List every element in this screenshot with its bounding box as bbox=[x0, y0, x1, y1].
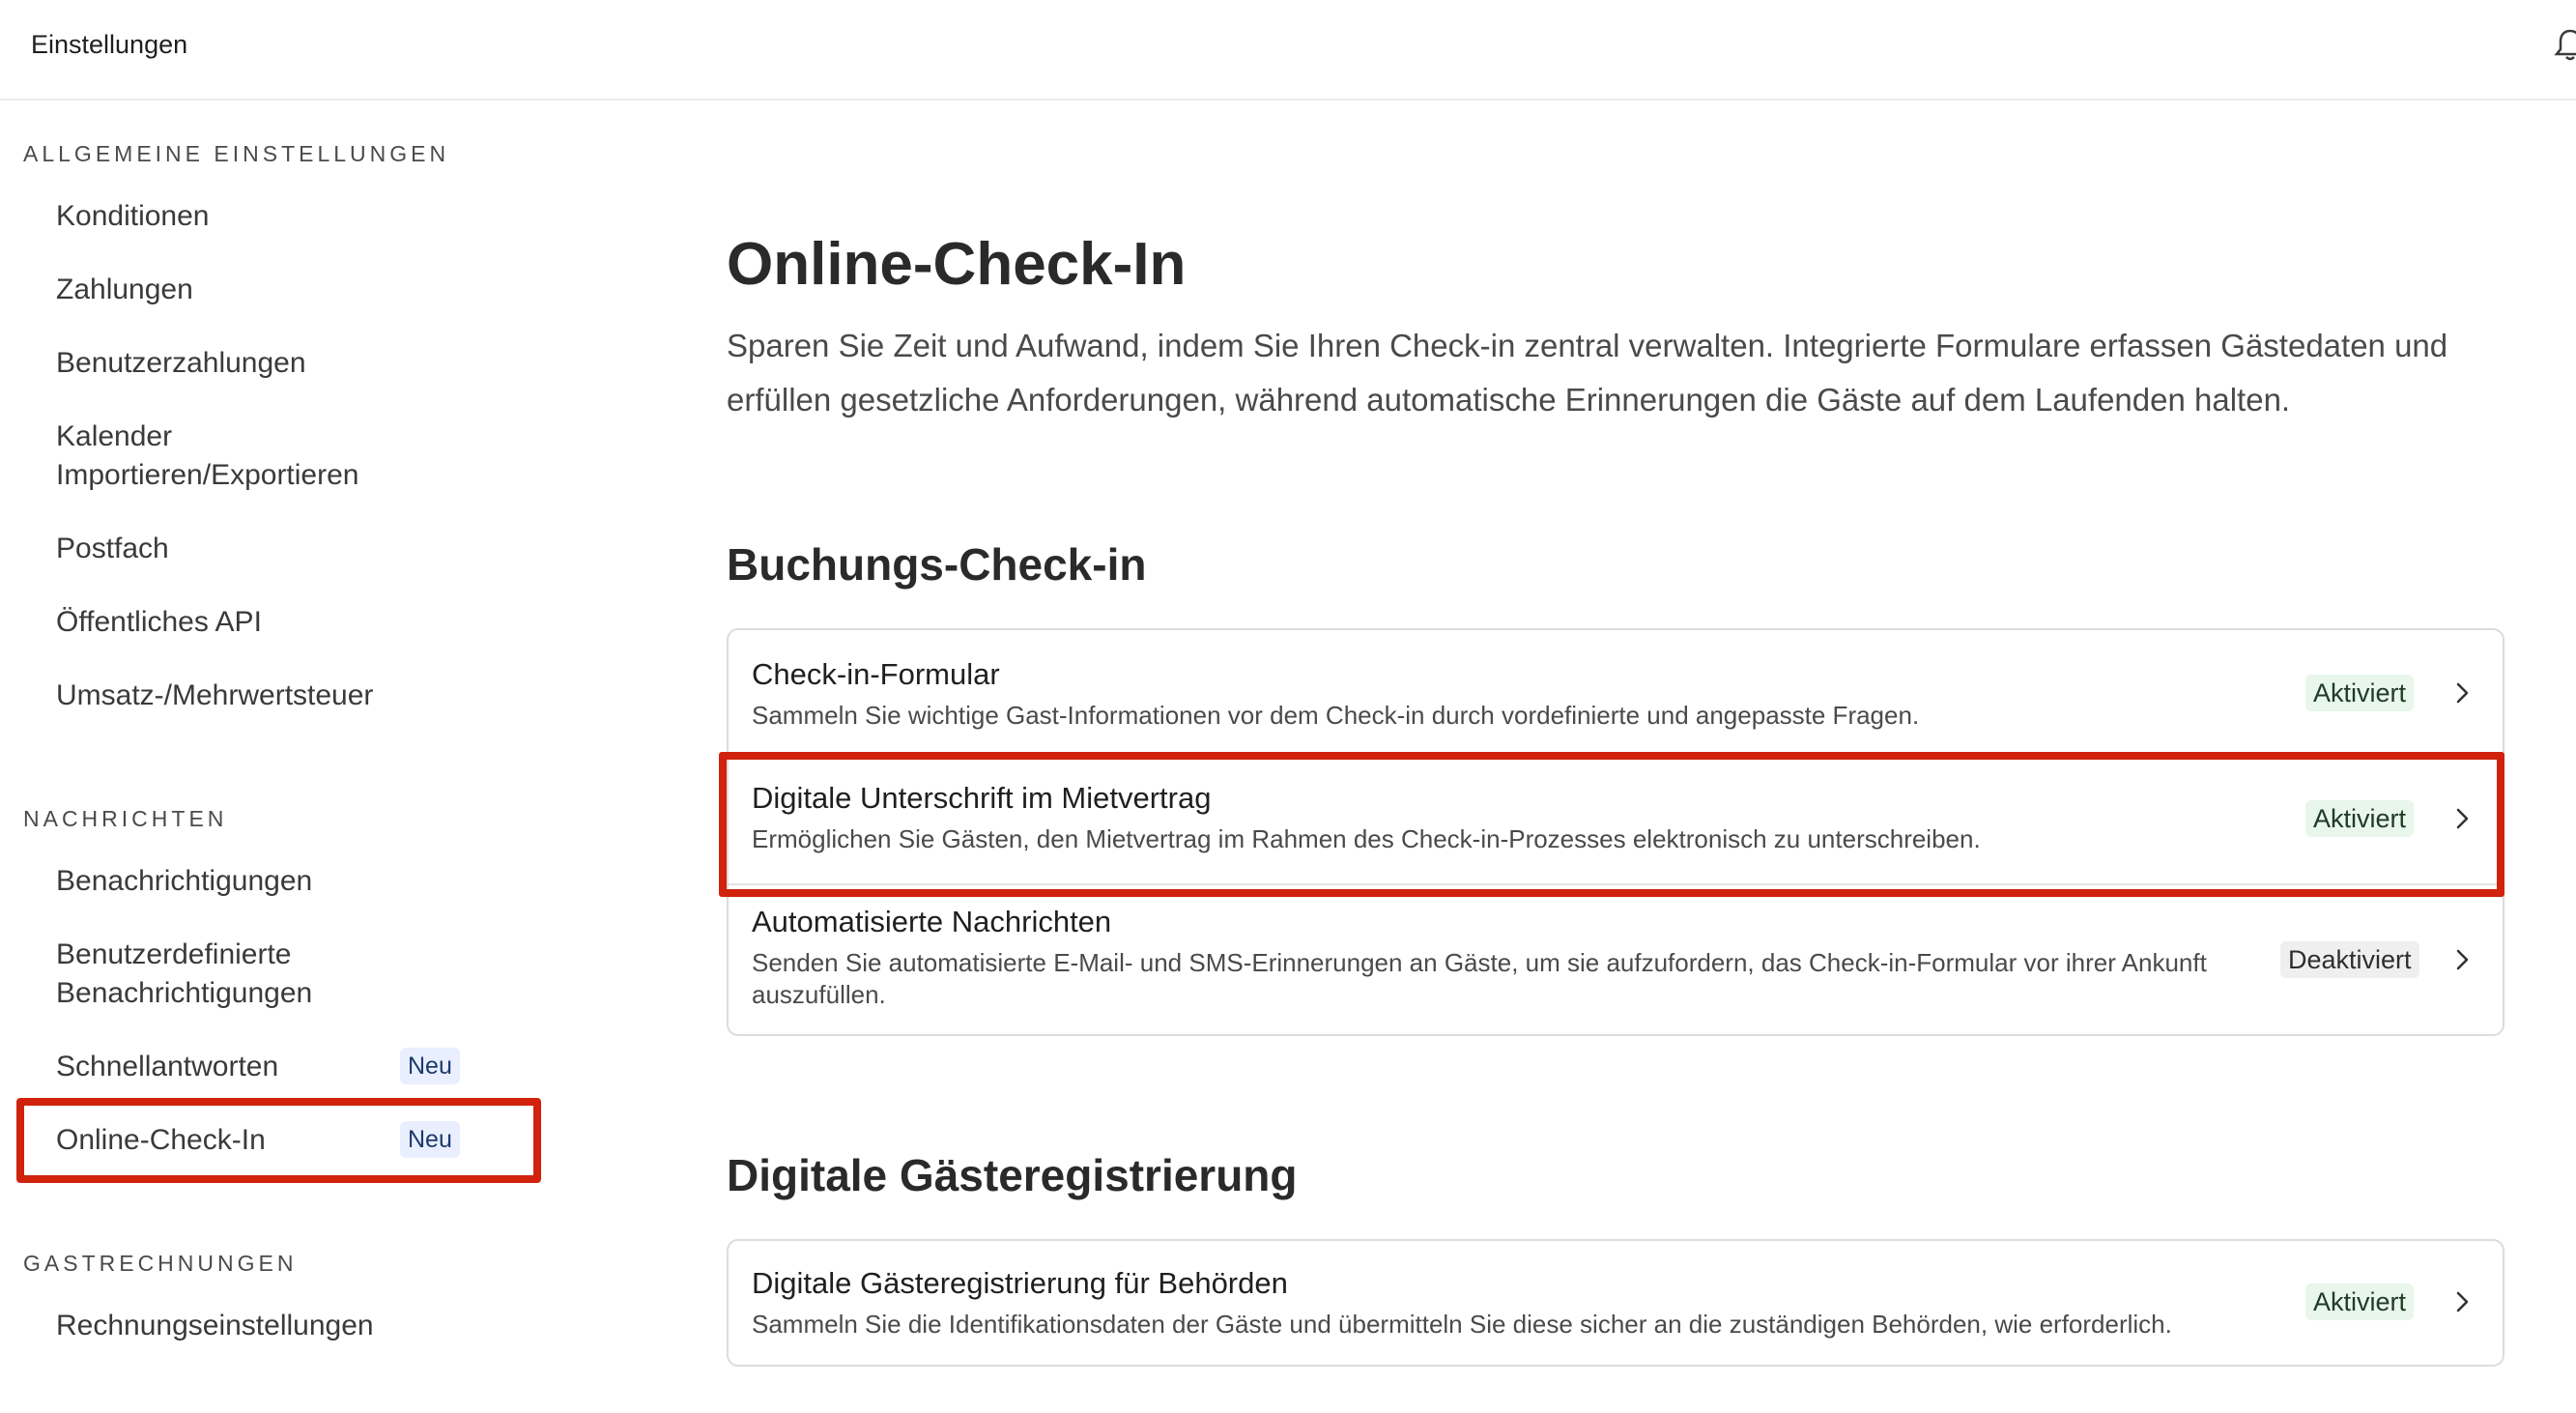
section-title-buchungs-check-in: Buchungs-Check-in bbox=[727, 539, 1147, 590]
top-bar bbox=[0, 0, 2576, 101]
row-description: Sammeln Sie wichtige Gast-Informationen vor dem Check-in durch vordefinierte und angepasste Fragen. bbox=[752, 701, 1920, 730]
new-badge: Neu bbox=[400, 1048, 460, 1084]
sidebar-item-rechnungseinstellungen[interactable] bbox=[56, 1307, 539, 1345]
new-badge: Neu bbox=[400, 1121, 460, 1158]
settings-card-buchungs-check-in bbox=[727, 628, 2504, 1036]
sidebar-heading-gastrechnungen: GASTRECHNUNGEN bbox=[23, 1251, 298, 1276]
sidebar-item-steuer[interactable] bbox=[56, 677, 539, 715]
page-description: Sparen Sie Zeit und Aufwand, indem Sie Ihren Check-in zentral verwalten. Integrierte Formulare erfassen Gästedaten und erfüllen gesetzliche Anforderungen, während automatische Erinnerungen die Gäste auf dem Laufenden halten. bbox=[727, 328, 2448, 418]
sidebar-item-online-check-in[interactable] bbox=[56, 1121, 539, 1160]
settings-sidebar bbox=[0, 101, 580, 1413]
sidebar-item-label: Online-Check-In bbox=[56, 1124, 266, 1156]
sidebar-item-label: Benachrichtigungen bbox=[56, 865, 313, 897]
sidebar-item-label: Postfach bbox=[56, 533, 169, 564]
sidebar-item-label: Umsatz-/Mehrwertsteuer bbox=[56, 679, 374, 711]
sidebar-item-label: Kalender Importieren/Exportieren bbox=[56, 420, 359, 491]
sidebar-item-label: Benutzerzahlungen bbox=[56, 347, 306, 379]
sidebar-item-benutzerdefinierte-benachrichtigungen[interactable] bbox=[56, 936, 375, 1013]
row-title: Digitale Unterschrift im Mietvertrag bbox=[752, 781, 1212, 815]
sidebar-item-konditionen[interactable] bbox=[56, 197, 539, 236]
row-description: Senden Sie automatisierte E-Mail- und SMS-Erinnerungen an Gäste, um sie aufzufordern, das Check-in-Formular vor ihrer Ankunft auszufüllen. bbox=[752, 948, 2207, 1009]
sidebar-item-label: Zahlungen bbox=[56, 274, 193, 305]
sidebar-item-label: Konditionen bbox=[56, 200, 210, 232]
row-title: Check-in-Formular bbox=[752, 657, 1000, 691]
row-description: Ermöglichen Sie Gästen, den Mietvertrag im Rahmen des Check-in-Prozesses elektronisch zu unterschreiben. bbox=[752, 824, 1981, 853]
row-title: Digitale Gästeregistrierung für Behörden bbox=[752, 1266, 1288, 1300]
sidebar-item-benachrichtigungen[interactable] bbox=[56, 862, 539, 901]
sidebar-item-label: Öffentliches API bbox=[56, 606, 262, 638]
sidebar-heading-general: ALLGEMEINE EINSTELLUNGEN bbox=[23, 141, 450, 166]
settings-card-digitale-gaesteregistrierung bbox=[727, 1239, 2504, 1367]
sidebar-heading-nachrichten: NACHRICHTEN bbox=[23, 806, 228, 831]
sidebar-item-postfach[interactable] bbox=[56, 530, 539, 568]
page-header-title: Einstellungen bbox=[31, 30, 188, 59]
sidebar-item-kalender[interactable] bbox=[56, 418, 404, 495]
chevron-right-icon bbox=[2448, 946, 2476, 973]
chevron-right-icon bbox=[2448, 1288, 2476, 1315]
section-title-digitale-gaesteregistrierung: Digitale Gästeregistrierung bbox=[727, 1150, 1298, 1200]
chevron-right-icon bbox=[2448, 805, 2476, 832]
page-title: Online-Check-In bbox=[727, 231, 1187, 298]
sidebar-item-label: Benutzerdefinierte Benachrichtigungen bbox=[56, 938, 313, 1009]
bell-icon[interactable] bbox=[2551, 25, 2576, 64]
sidebar-item-schnellantworten[interactable] bbox=[56, 1048, 539, 1086]
sidebar-item-zahlungen[interactable] bbox=[56, 271, 539, 309]
sidebar-item-api[interactable] bbox=[56, 603, 539, 642]
status-badge: Aktiviert bbox=[2305, 675, 2414, 711]
sidebar-item-label: Rechnungseinstellungen bbox=[56, 1310, 374, 1341]
settings-row-gaesteregistrierung-behoerden[interactable] bbox=[729, 1241, 2503, 1365]
settings-row-check-in-formular[interactable] bbox=[729, 630, 2503, 756]
sidebar-item-label: Schnellantworten bbox=[56, 1051, 279, 1082]
settings-row-digitale-unterschrift[interactable] bbox=[729, 758, 2503, 883]
status-badge: Aktiviert bbox=[2305, 800, 2414, 837]
row-description: Sammeln Sie die Identifikationsdaten der Gäste und übermitteln Sie diese sicher an die zuständigen Behörden, wie erforderlich. bbox=[752, 1310, 2172, 1339]
status-badge: Aktiviert bbox=[2305, 1283, 2414, 1320]
chevron-right-icon bbox=[2448, 679, 2476, 706]
status-badge: Deaktiviert bbox=[2280, 941, 2419, 978]
sidebar-item-benutzerzahlungen[interactable] bbox=[56, 344, 539, 383]
row-title: Automatisierte Nachrichten bbox=[752, 905, 1112, 938]
settings-row-automatisierte-nachrichten[interactable] bbox=[729, 885, 2503, 1036]
